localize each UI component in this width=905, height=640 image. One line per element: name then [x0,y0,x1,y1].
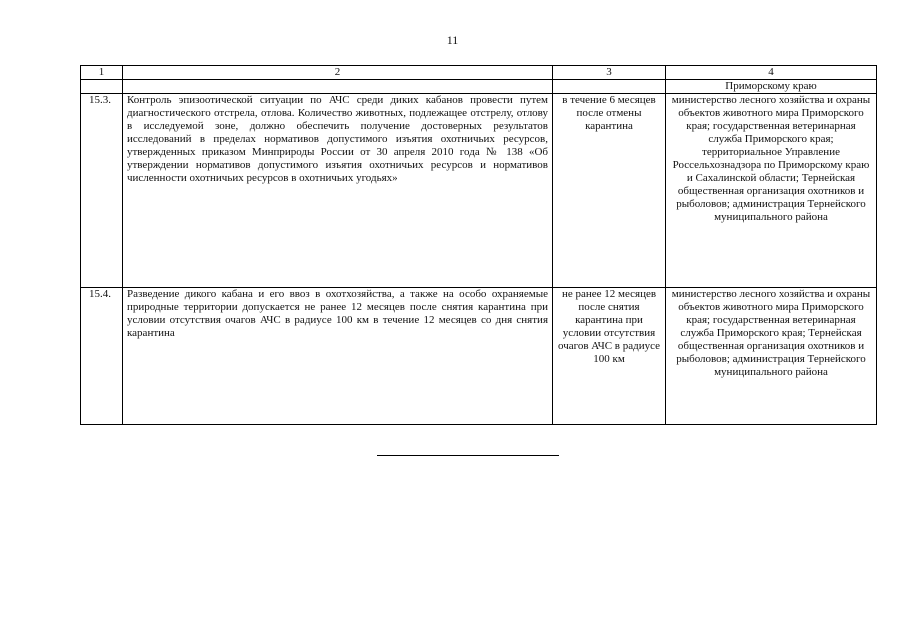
table-row [81,288,877,425]
carry-over-text: Приморскому краю [666,80,877,94]
table-row [81,94,877,288]
measure-text: Контроль эпизоотической ситуации по АЧС среди диких кабанов провести путем диагностического отстрела, отлова. Количество животных, подлежащее отстрелу, отлову в исследуемой зоне, должно обеспечить получение достоверных результатов исследований в пределах нормативов допустимого изъятия охотничьих ресурсов, утвержденных приказом Минприроды России от 30 апреля 2010 года № 138 «Об утверждении нормативов допустимого изъятия охотничьих ресурсов и нормативов численности охотничьих ресурсов в охотничьих угодьях» [123,94,553,288]
carry-over-empty-cell [553,80,666,94]
responsible-text: министерство лесного хозяйства и охраны объектов животного мира Приморского края; государственная ветеринарная служба Приморского края; Тернейская общественная организация охотников и рыболовов; администрация Тернейского муниципального района [666,288,877,425]
column-header-4: 4 [666,66,877,80]
carry-over-empty-cell [123,80,553,94]
measure-text: Разведение дикого кабана и его ввоз в охотхозяйства, а также на особо охраняемые природные территории допускается не ранее 12 месяцев после снятия карантина при условии отсутствия очагов АЧС в радиусе 100 км в течение 12 месяцев со дня снятия карантина [123,288,553,425]
deadline-text: в течение 6 месяцев после отмены карантина [553,94,666,288]
measures-table [80,65,877,425]
column-header-2: 2 [123,66,553,80]
row-number: 15.4. [81,288,123,425]
end-divider-line [377,455,559,456]
carry-over-empty-cell [81,80,123,94]
column-header-1: 1 [81,66,123,80]
column-header-3: 3 [553,66,666,80]
responsible-text: министерство лесного хозяйства и охраны объектов животного мира Приморского края; государственная ветеринарная служба Приморского края; территориальное Управление Россельхознадзора по Приморскому краю и Сахалинской области; Тернейская общественная организация охотников и рыболовов; администрация Тернейского муниципального района [666,94,877,288]
carry-over-row [81,80,877,94]
deadline-text: не ранее 12 месяцев после снятия карантина при условии отсутствия очагов АЧС в радиусе 100 км [553,288,666,425]
page-number: 11 [446,33,459,47]
table-header-row [81,66,877,80]
row-number: 15.3. [81,94,123,288]
